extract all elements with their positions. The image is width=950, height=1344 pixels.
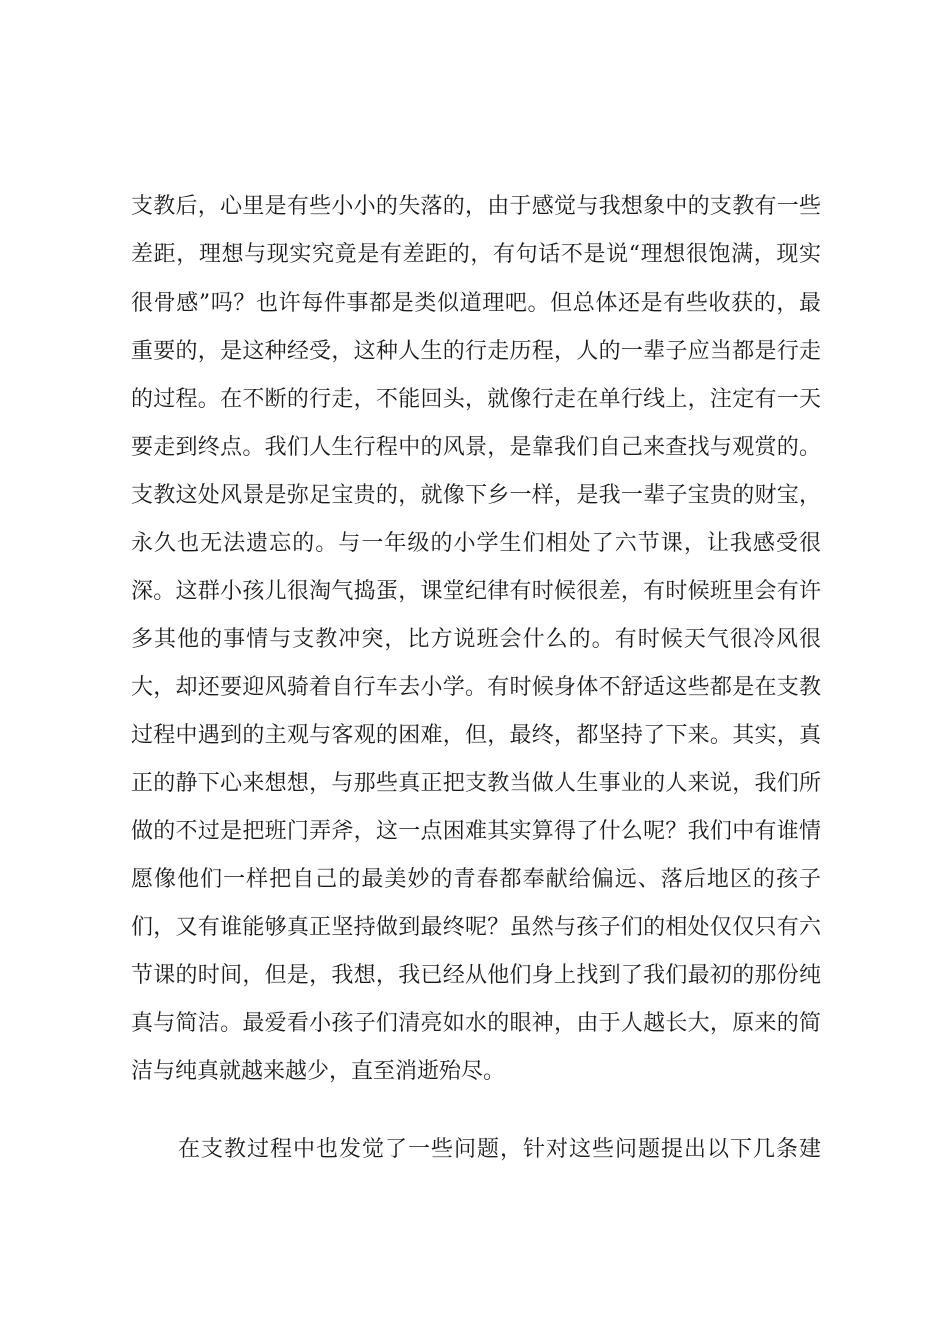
text-line: 永久也无法遗忘的。与一年级的小学生们相处了六节课，让我感受很 xyxy=(131,531,821,556)
text-line: 们，又有谁能够真正坚持做到最终呢？虽然与孩子们的相处仅仅只有六 xyxy=(131,915,821,940)
text-line: 真与简洁。最爱看小孩子们清亮如水的眼神，由于人越长大，原来的简 xyxy=(131,1011,821,1036)
text-line: 重要的，是这种经受，这种人生的行走历程，人的一辈子应当都是行走 xyxy=(131,339,821,364)
text-line: 正的静下心来想想，与那些真正把支教当做人生事业的人来说，我们所 xyxy=(131,771,821,796)
text-line: 支教后，心里是有些小小的失落的，由于感觉与我想象中的支教有一些 xyxy=(131,194,821,219)
text-line: 很骨感”吗？也许每件事都是类似道理吧。但总体还是有些收获的，最 xyxy=(131,291,821,316)
text-line: 要走到终点。我们人生行程中的风景，是靠我们自己来查找与观赏的。 xyxy=(131,435,821,460)
text-line: 的过程。在不断的行走，不能回头，就像行走在单行线上，注定有一天 xyxy=(131,387,821,412)
text-line: 深。这群小孩儿很淘气捣蛋，课堂纪律有时候很差，有时候班里会有许 xyxy=(131,579,821,604)
text-line: 差距，理想与现实究竟是有差距的，有句话不是说“理想很饱满，现实 xyxy=(131,242,821,267)
text-line: 多其他的事情与支教冲突，比方说班会什么的。有时候天气很冷风很 xyxy=(131,627,821,652)
text-line: 过程中遇到的主观与客观的困难，但，最终，都坚持了下来。其实，真 xyxy=(131,723,821,748)
text-line: 节课的时间，但是，我想，我已经从他们身上找到了我们最初的那份纯 xyxy=(131,963,821,988)
text-line: 在支教过程中也发觉了一些问题，针对这些问题提出以下几条建 xyxy=(178,1137,821,1162)
text-line: 愿像他们一样把自己的最美妙的青春都奉献给偏远、落后地区的孩子 xyxy=(131,867,821,892)
text-line: 大，却还要迎风骑着自行车去小学。有时候身体不舒适这些都是在支教 xyxy=(131,675,821,700)
text-line: 支教这处风景是弥足宝贵的，就像下乡一样，是我一辈子宝贵的财宝， xyxy=(131,483,821,508)
text-line: 做的不过是把班门弄斧，这一点困难其实算得了什么呢？我们中有谁情 xyxy=(131,819,821,844)
text-line: 洁与纯真就越来越少，直至消逝殆尽。 xyxy=(131,1059,506,1084)
